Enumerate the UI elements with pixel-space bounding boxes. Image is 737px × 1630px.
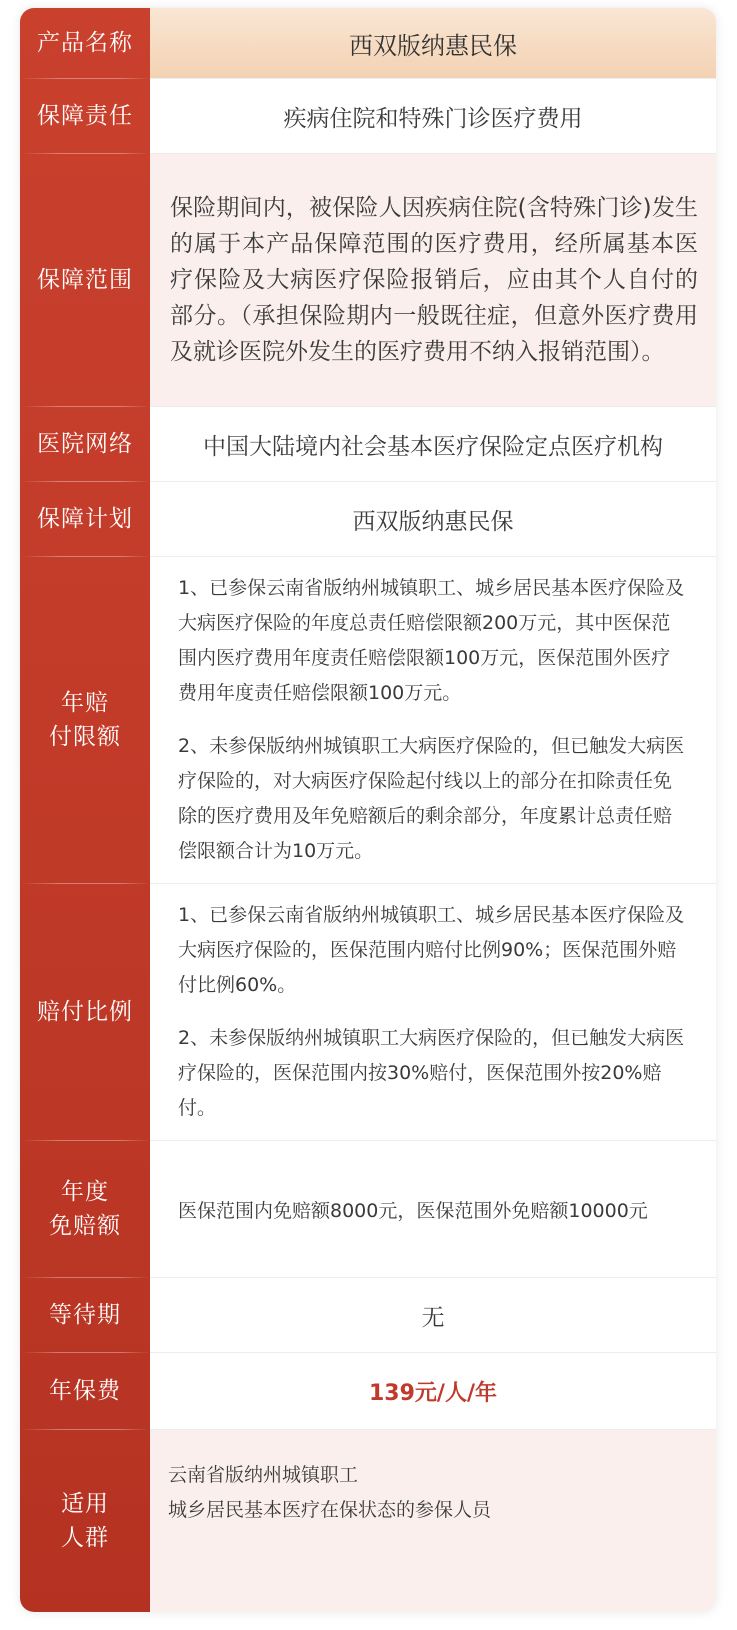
list-item: 城乡居民基本医疗在保状态的参保人员 xyxy=(168,1499,492,1521)
list-item: 1、已参保云南省版纳州城镇职工、城乡居民基本医疗保险及大病医疗保险的，医保范围内赔付比例90%；医保范围外赔付比例60%。 xyxy=(178,904,685,996)
row-value: 中国大陆境内社会基本医疗保险定点医疗机构 xyxy=(150,407,716,481)
row-applicable-group xyxy=(20,1430,716,1612)
row-payout-ratio xyxy=(20,884,716,1140)
list-item: 2、未参保版纳州城镇职工大病医疗保险的，但已触发大病医疗保险的，医保范围内按30%赔付，医保范围外按20%赔付。 xyxy=(178,1027,685,1119)
list-item: 2、未参保版纳州城镇职工大病医疗保险的，但已触发大病医疗保险的，对大病医疗保险起付线以上的部分在扣除责任免除的医疗费用及年免赔额后的剩余部分，年度累计总责任赔偿限额合计为10万元。 xyxy=(178,735,685,862)
row-label: 保障责任 xyxy=(37,103,133,129)
row-value: 疾病住院和特殊门诊医疗费用 xyxy=(150,79,716,153)
row-coverage-duty xyxy=(20,79,716,153)
row-value xyxy=(150,557,716,883)
row-label: 保障计划 xyxy=(37,506,133,532)
insurance-info-card xyxy=(20,8,716,1612)
row-coverage-scope xyxy=(20,154,716,406)
premium-amount: 139元/人/年 xyxy=(369,1380,497,1406)
row-value xyxy=(150,1430,716,1612)
row-coverage-plan xyxy=(20,482,716,556)
row-value xyxy=(150,884,716,1140)
list-item: 1、已参保云南省版纳州城镇职工、城乡居民基本医疗保险及大病医疗保险的年度总责任赔偿限额200万元，其中医保范围内医疗费用年度责任赔偿限额100万元，医保范围外医疗费用年度责任赔偿限额100万元。 xyxy=(178,577,685,704)
row-waiting-period xyxy=(20,1278,716,1352)
row-annual-premium xyxy=(20,1353,716,1429)
row-value xyxy=(150,1353,716,1429)
row-label: 等待期 xyxy=(49,1302,121,1328)
row-annual-limit xyxy=(20,557,716,883)
row-label: 医院网络 xyxy=(37,431,133,457)
ratio-list xyxy=(150,898,716,1126)
row-label: 年赔 付限额 xyxy=(49,690,121,750)
row-label: 年保费 xyxy=(49,1378,121,1404)
row-value: 西双版纳惠民保 xyxy=(150,482,716,556)
row-product-name xyxy=(20,8,716,78)
row-label: 年度 免赔额 xyxy=(49,1179,121,1239)
row-hospital-network xyxy=(20,407,716,481)
row-value: 西双版纳惠民保 xyxy=(150,8,716,78)
row-label: 适用 人群 xyxy=(61,1491,109,1551)
row-value: 无 xyxy=(150,1278,716,1352)
row-value: 保险期间内，被保险人因疾病住院(含特殊门诊)发生的属于本产品保障范围的医疗费用，经所属基本医疗保险及大病医疗保险报销后，应由其个人自付的部分。（承担保险期内一般既往症，但意外医疗费用及就诊医院外发生的医疗费用不纳入报销范围）。 xyxy=(150,154,716,406)
row-value: 医保范围内免赔额8000元，医保范围外免赔额10000元 xyxy=(150,1141,716,1277)
list-item: 云南省版纳州城镇职工 xyxy=(168,1464,359,1486)
row-label: 产品名称 xyxy=(37,30,133,56)
row-label: 赔付比例 xyxy=(37,999,133,1025)
row-annual-deductible xyxy=(20,1141,716,1277)
limit-list xyxy=(150,571,716,869)
group-list xyxy=(150,1458,491,1528)
row-label: 保障范围 xyxy=(37,267,133,293)
